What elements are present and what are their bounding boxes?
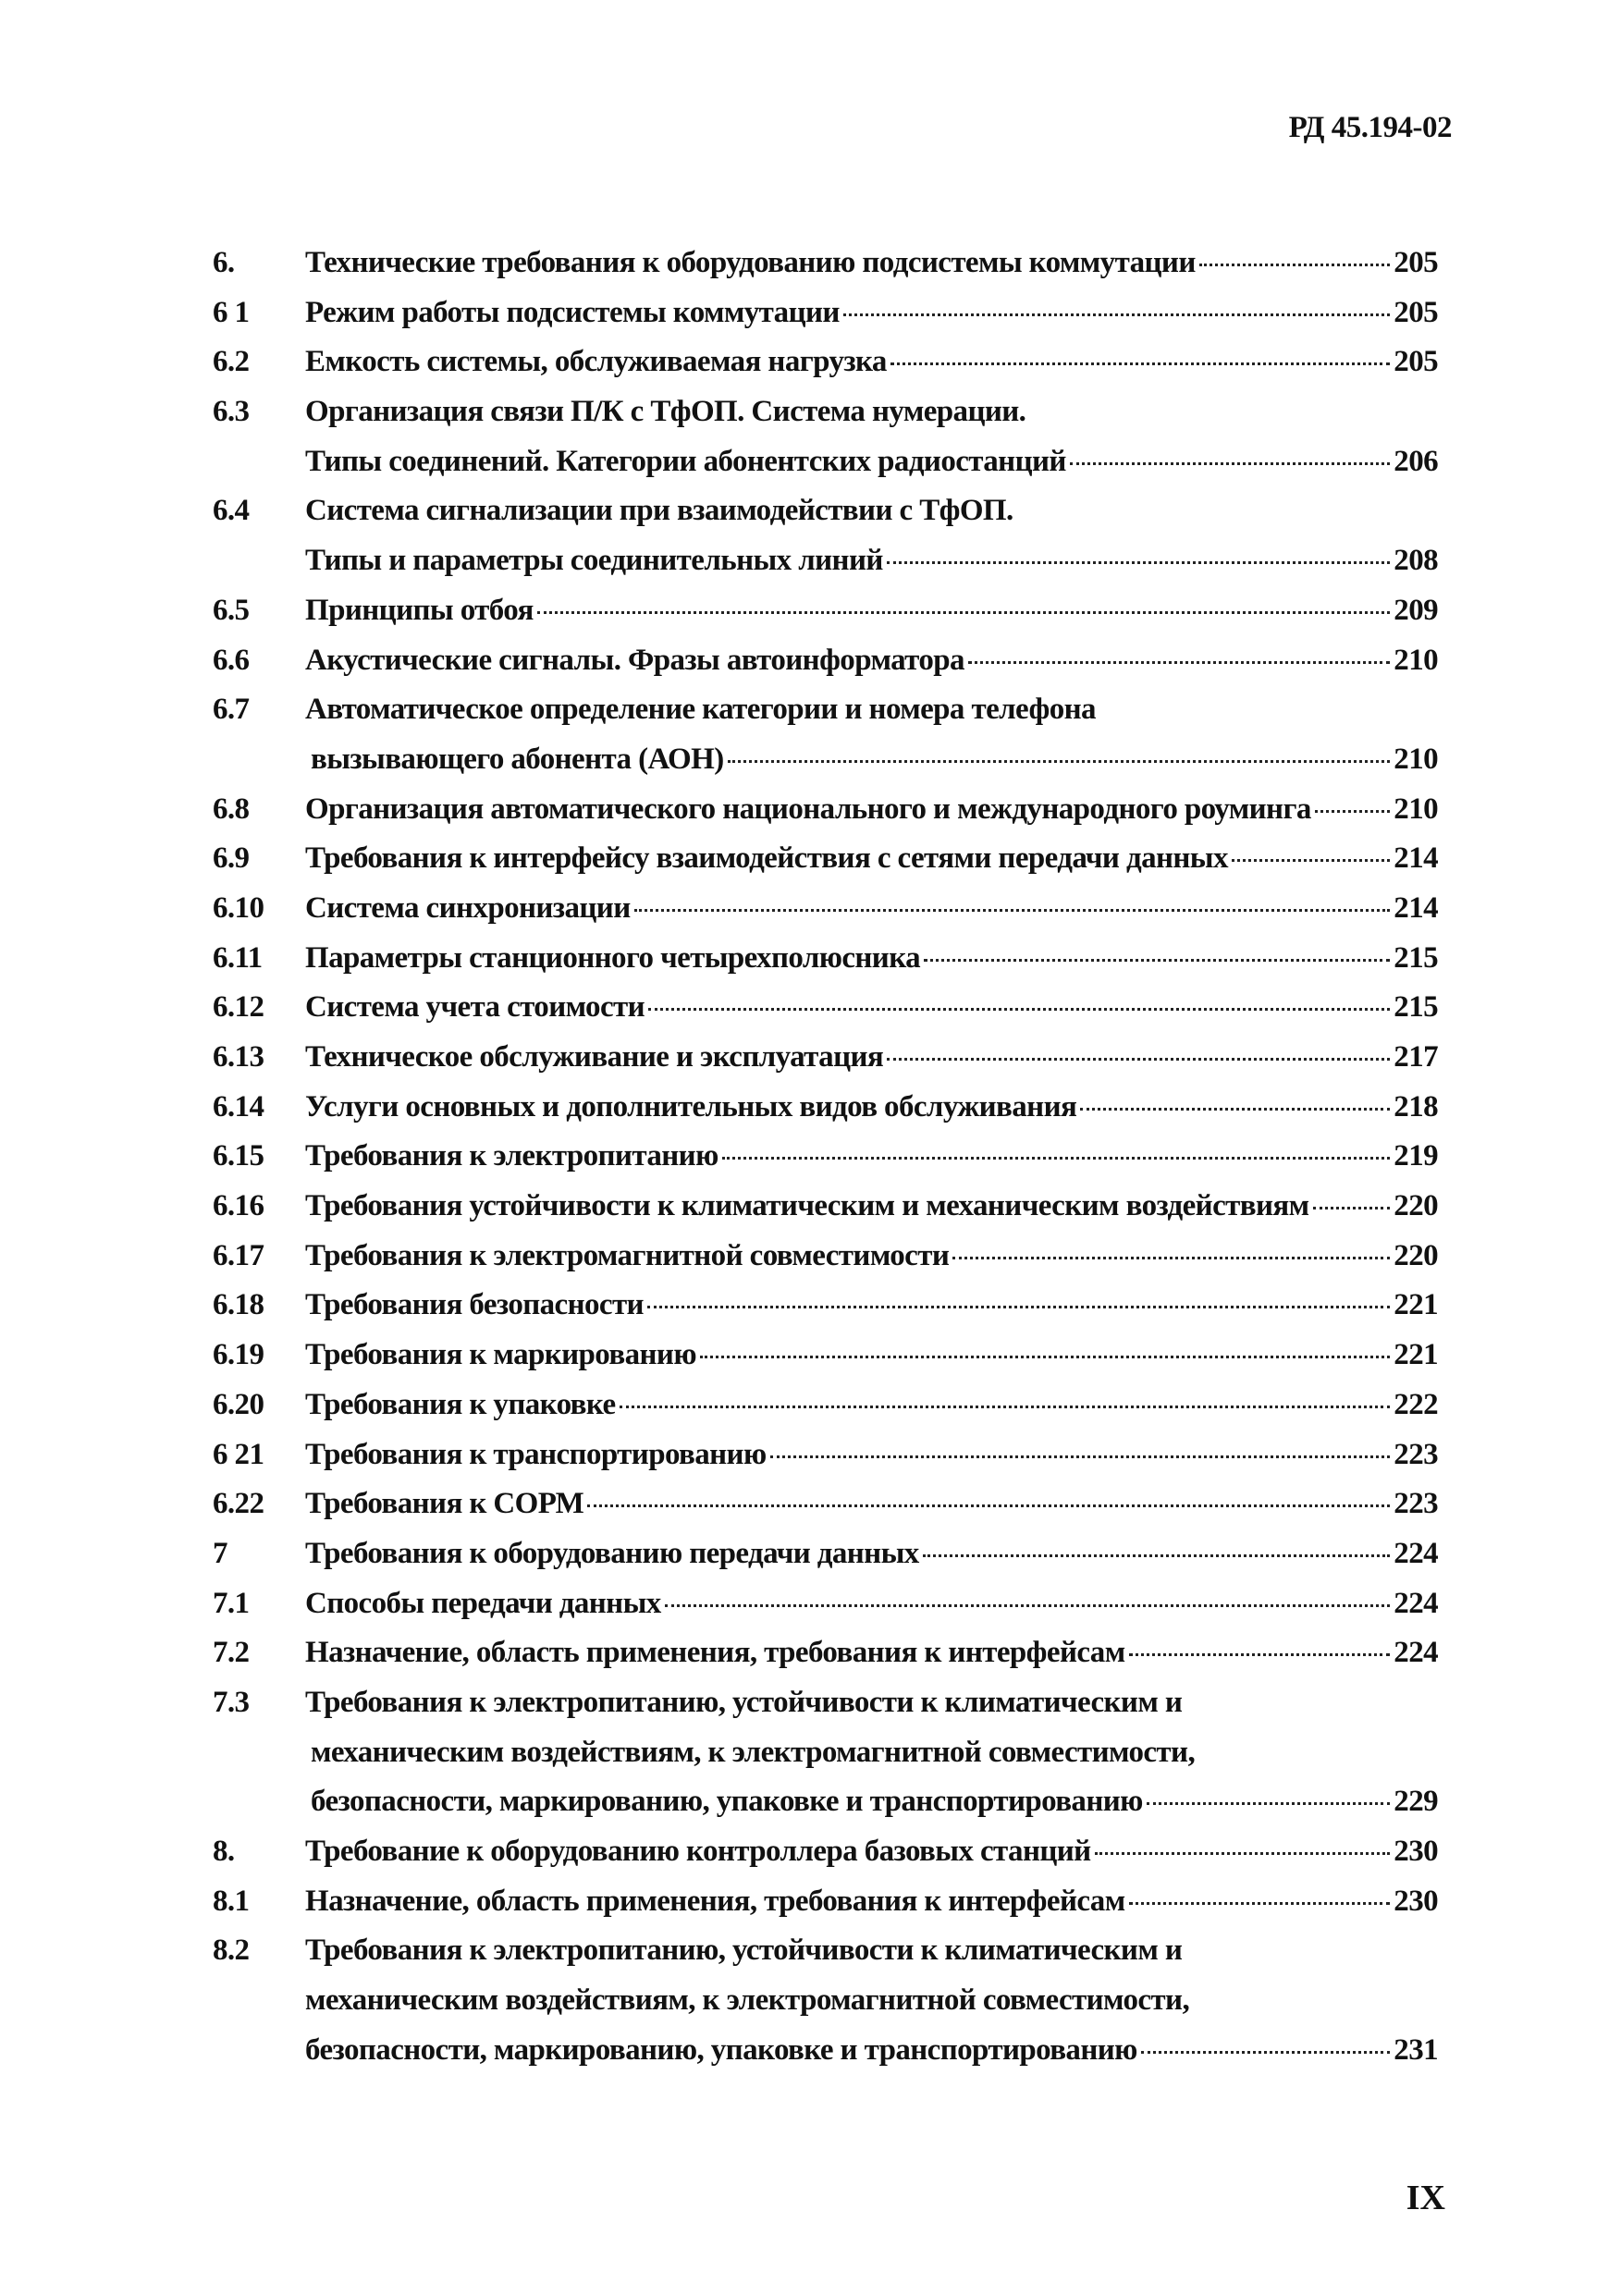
dot-leader <box>1070 462 1390 465</box>
toc-entry-body <box>305 1139 1438 1173</box>
dot-leader <box>923 1554 1391 1557</box>
toc-entry-body <box>305 544 1438 578</box>
toc-line <box>213 1974 1438 2024</box>
toc-line <box>213 436 1438 485</box>
toc-entry-body <box>305 1438 1438 1472</box>
toc-line <box>213 1031 1438 1081</box>
toc-entry-body <box>305 1288 1438 1322</box>
toc-entry-body <box>305 345 1438 379</box>
toc-entry-body <box>305 494 1438 528</box>
toc-entry-title: Принципы отбоя <box>305 593 534 627</box>
toc-entry-title: Система учета стоимости <box>305 990 645 1025</box>
toc-page-number: 221 <box>1394 1288 1438 1322</box>
toc-entry-title: Система синхронизации <box>305 890 631 925</box>
toc-section-number: 6.13 <box>213 1040 264 1074</box>
toc-entry-title: Автоматическое определение категории и номера телефона <box>305 693 1096 727</box>
toc-entry-body <box>305 1040 1438 1074</box>
toc-line <box>213 1528 1438 1578</box>
dot-leader <box>634 909 1391 912</box>
toc-line <box>213 1875 1438 1925</box>
toc-line <box>213 386 1438 436</box>
dot-leader <box>890 362 1390 365</box>
toc-line <box>213 485 1438 534</box>
toc-line <box>213 932 1438 982</box>
toc-line <box>213 683 1438 733</box>
toc-entry-body <box>305 990 1438 1025</box>
toc-line <box>213 1329 1438 1379</box>
toc-entry-title: Требования к оборудованию передачи данных <box>305 1536 919 1570</box>
toc-section-number: 8. <box>213 1835 235 1868</box>
toc-line <box>213 1924 1438 1974</box>
toc-section-number: 6.22 <box>213 1487 264 1521</box>
toc-entry-title: механическим воздействиям, к электромагнитной совместимости, <box>311 1735 1196 1769</box>
toc-entry-title: Техническое обслуживание и эксплуатация <box>305 1040 884 1074</box>
toc-entry-title: безопасности, маркированию, упаковке и транспортированию <box>311 1785 1143 1819</box>
dot-leader <box>924 959 1390 962</box>
toc-section-number: 6.9 <box>213 841 250 876</box>
toc-line <box>213 1230 1438 1280</box>
toc-line <box>213 1825 1438 1875</box>
toc-entry-body <box>305 1983 1438 2018</box>
toc-page-number: 218 <box>1394 1089 1438 1123</box>
toc-section-number: 6 21 <box>213 1437 264 1471</box>
toc-line <box>213 1279 1438 1329</box>
toc-line <box>213 634 1438 684</box>
toc-entry-body <box>305 296 1438 330</box>
toc-entry-body <box>305 594 1438 628</box>
toc-page-number: 224 <box>1394 1536 1438 1570</box>
dot-leader <box>1129 1902 1391 1905</box>
toc-line <box>213 1726 1438 1776</box>
toc-page-number: 205 <box>1394 295 1438 329</box>
toc-line <box>213 733 1438 783</box>
toc-entry-title: Режим работы подсистемы коммутации <box>305 295 840 329</box>
toc-line <box>213 534 1438 584</box>
toc-entry-title: безопасности, маркированию, упаковке и транспортированию <box>305 2032 1137 2067</box>
toc-entry-body <box>305 1338 1438 1372</box>
toc-page-number: 208 <box>1394 544 1438 578</box>
toc-section-number: 7.1 <box>213 1586 250 1620</box>
toc-line <box>213 584 1438 634</box>
toc-section-number: 7 <box>213 1536 227 1570</box>
toc-entry-title: Требования устойчивости к климатическим и механическим воздействиям <box>305 1189 1309 1223</box>
toc-section-number: 6.14 <box>213 1089 264 1123</box>
toc-section-number: 6.4 <box>213 494 250 528</box>
toc-entry-title: Требования к электропитанию, устойчивости к климатическим и <box>305 1685 1183 1719</box>
toc-entry-body <box>305 395 1438 429</box>
toc-entry-title: Система сигнализации при взаимодействии с ТфОП. <box>305 494 1013 528</box>
toc-page-number: 206 <box>1394 444 1438 478</box>
toc-entry-title: Акустические сигналы. Фразы автоинформатора <box>305 643 964 677</box>
toc-entry-title: Параметры станционного четырехполюсника <box>305 940 921 975</box>
dot-leader <box>843 313 1390 316</box>
dot-leader <box>647 1306 1390 1308</box>
toc-line <box>213 1130 1438 1180</box>
toc-section-number: 8.2 <box>213 1934 250 1968</box>
toc-line <box>213 1676 1438 1726</box>
toc-page-number: 224 <box>1394 1586 1438 1620</box>
toc-entry-title: Требования к упаковке <box>305 1387 616 1421</box>
toc-entry-title: механическим воздействиям, к электромагнитной совместимости, <box>305 1983 1190 2018</box>
dot-leader <box>887 1058 1390 1061</box>
toc-line <box>213 1578 1438 1627</box>
toc-line <box>213 832 1438 882</box>
toc-line <box>213 336 1438 386</box>
dot-leader <box>587 1504 1390 1507</box>
toc-entry-body <box>305 644 1438 678</box>
toc-section-number: 6.19 <box>213 1338 264 1372</box>
toc-entry-body <box>305 1189 1438 1223</box>
toc-section-number: 6.12 <box>213 990 264 1025</box>
toc-page-number: 220 <box>1394 1238 1438 1272</box>
toc-section-number: 6.7 <box>213 693 250 727</box>
toc-section-number: 6.8 <box>213 792 250 826</box>
toc-page-number: 209 <box>1394 593 1438 627</box>
dot-leader <box>1147 1802 1391 1805</box>
toc-entry-body <box>305 1636 1438 1670</box>
toc-section-number: 7.3 <box>213 1685 250 1719</box>
toc-line <box>213 1627 1438 1676</box>
toc-entry-title: Требования к электропитанию <box>305 1139 718 1173</box>
toc-entry-title: Требования к электромагнитной совместимости <box>305 1238 950 1272</box>
toc-entry-title: вызывающего абонента (АОН) <box>311 742 724 776</box>
toc-entry-title: Требования к интерфейсу взаимодействия с сетями передачи данных <box>305 841 1228 876</box>
toc-page-number: 219 <box>1394 1139 1438 1173</box>
toc-entry-title: Типы и параметры соединительных линий <box>305 544 883 578</box>
toc-entry-title: Требование к оборудованию контроллера базовых станций <box>305 1835 1091 1868</box>
toc-page-number: 223 <box>1394 1487 1438 1521</box>
toc-entry-body <box>305 1239 1438 1273</box>
toc-page-number: 214 <box>1394 890 1438 925</box>
toc-entry-body <box>305 841 1438 876</box>
toc-line <box>213 981 1438 1031</box>
toc-section-number: 6.20 <box>213 1387 264 1421</box>
toc-entry-body <box>305 693 1438 727</box>
toc-line <box>213 882 1438 932</box>
toc-entry-body <box>305 1537 1438 1571</box>
toc-section-number: 6.2 <box>213 345 250 379</box>
toc-line <box>213 783 1438 833</box>
toc-section-number: 6.17 <box>213 1238 264 1272</box>
toc-section-number: 6 1 <box>213 295 250 329</box>
toc-page-number: 220 <box>1394 1189 1438 1223</box>
toc-line <box>213 1775 1438 1825</box>
toc-entry-title: Назначение, область применения, требования к интерфейсам <box>305 1636 1125 1670</box>
toc-page-number: 205 <box>1394 345 1438 379</box>
toc-page-number: 222 <box>1394 1387 1438 1421</box>
toc-entry-body <box>305 1686 1438 1720</box>
toc-page-number: 210 <box>1394 742 1438 776</box>
dot-leader <box>968 661 1390 664</box>
dot-leader <box>1095 1852 1391 1855</box>
toc-entry-title: Требования к СОРМ <box>305 1487 584 1521</box>
toc-page-number: 223 <box>1394 1437 1438 1471</box>
toc-entry-body <box>305 445 1438 479</box>
dot-leader <box>728 760 1391 763</box>
toc-entry-body <box>305 1090 1438 1124</box>
toc-entry-body <box>305 891 1438 926</box>
document-code: РД 45.194-02 <box>1288 111 1452 144</box>
dot-leader <box>1232 859 1390 862</box>
toc-section-number: 6.5 <box>213 593 250 627</box>
toc-entry-body <box>305 1487 1438 1521</box>
toc-entry-body <box>305 246 1438 280</box>
toc-line <box>213 1478 1438 1528</box>
table-of-contents <box>213 237 1438 2073</box>
toc-entry-body <box>305 1835 1438 1869</box>
toc-section-number: 6.11 <box>213 940 263 975</box>
dot-leader <box>620 1406 1391 1408</box>
toc-line <box>213 1429 1438 1479</box>
toc-section-number: 6.10 <box>213 890 264 925</box>
dot-leader <box>770 1455 1391 1458</box>
toc-section-number: 7.2 <box>213 1636 250 1670</box>
toc-page-number: 224 <box>1394 1636 1438 1670</box>
dot-leader <box>722 1157 1391 1160</box>
toc-entry-title: Требования безопасности <box>305 1288 644 1322</box>
dot-leader <box>665 1604 1391 1607</box>
dot-leader <box>1141 2051 1391 2054</box>
toc-entry-title: Услуги основных и дополнительных видов обслуживания <box>305 1089 1077 1123</box>
dot-leader <box>700 1356 1390 1358</box>
page-folio: IX <box>1406 2179 1445 2217</box>
toc-page-number: 229 <box>1394 1785 1438 1819</box>
toc-page-number: 221 <box>1394 1338 1438 1372</box>
dot-leader <box>1080 1108 1390 1111</box>
toc-entry-body <box>305 792 1438 827</box>
toc-line <box>213 1081 1438 1131</box>
dot-leader <box>648 1008 1390 1011</box>
dot-leader <box>537 611 1391 614</box>
toc-entry-title: Назначение, область применения, требования к интерфейсам <box>305 1884 1125 1918</box>
dot-leader <box>1315 810 1391 813</box>
toc-page-number: 230 <box>1394 1835 1438 1868</box>
toc-page-number: 215 <box>1394 990 1438 1025</box>
toc-page-number: 214 <box>1394 841 1438 876</box>
toc-entry-body <box>305 1388 1438 1422</box>
toc-page-number: 231 <box>1394 2032 1438 2067</box>
toc-entry-title: Требования к транспортированию <box>305 1437 767 1471</box>
toc-entry-body <box>311 743 1438 777</box>
toc-entry-body <box>305 941 1438 976</box>
toc-section-number: 8.1 <box>213 1884 250 1918</box>
toc-page-number: 210 <box>1394 643 1438 677</box>
toc-entry-title: Способы передачи данных <box>305 1586 661 1620</box>
toc-entry-title: Технические требования к оборудованию подсистемы коммутации <box>305 246 1196 279</box>
toc-entry-title: Организация автоматического национального и международного роуминга <box>305 792 1311 826</box>
toc-entry-body <box>311 1736 1438 1770</box>
toc-entry-body <box>311 1785 1438 1819</box>
toc-entry-title: Организация связи П/К с ТфОП. Система нумерации. <box>305 395 1026 429</box>
toc-section-number: 6. <box>213 246 235 279</box>
toc-line <box>213 1379 1438 1429</box>
toc-section-number: 6.18 <box>213 1288 264 1322</box>
dot-leader <box>887 561 1391 564</box>
toc-line <box>213 237 1438 287</box>
toc-entry-body <box>305 1587 1438 1621</box>
toc-page-number: 210 <box>1394 792 1438 826</box>
toc-entry-body <box>305 2033 1438 2068</box>
toc-entry-title: Емкость системы, обслуживаемая нагрузка <box>305 345 887 379</box>
toc-section-number: 6.15 <box>213 1139 264 1173</box>
toc-page-number: 217 <box>1394 1040 1438 1074</box>
toc-entry-title: Требования к электропитанию, устойчивости к климатическим и <box>305 1934 1183 1968</box>
dot-leader <box>1129 1653 1391 1656</box>
toc-line <box>213 287 1438 337</box>
toc-entry-title: Типы соединений. Категории абонентских радиостанций <box>305 444 1066 478</box>
toc-page-number: 205 <box>1394 246 1438 279</box>
toc-page-number: 215 <box>1394 940 1438 975</box>
toc-section-number: 6.3 <box>213 395 250 429</box>
dot-leader <box>1313 1207 1391 1209</box>
toc-page-number: 230 <box>1394 1884 1438 1918</box>
dot-leader <box>952 1257 1390 1259</box>
toc-line <box>213 2024 1438 2074</box>
toc-entry-body <box>305 1934 1438 1968</box>
toc-line <box>213 1180 1438 1230</box>
dot-leader <box>1199 264 1391 266</box>
toc-section-number: 6.6 <box>213 643 250 677</box>
toc-section-number: 6.16 <box>213 1189 264 1223</box>
toc-entry-title: Требования к маркированию <box>305 1338 696 1372</box>
toc-entry-body <box>305 1885 1438 1919</box>
